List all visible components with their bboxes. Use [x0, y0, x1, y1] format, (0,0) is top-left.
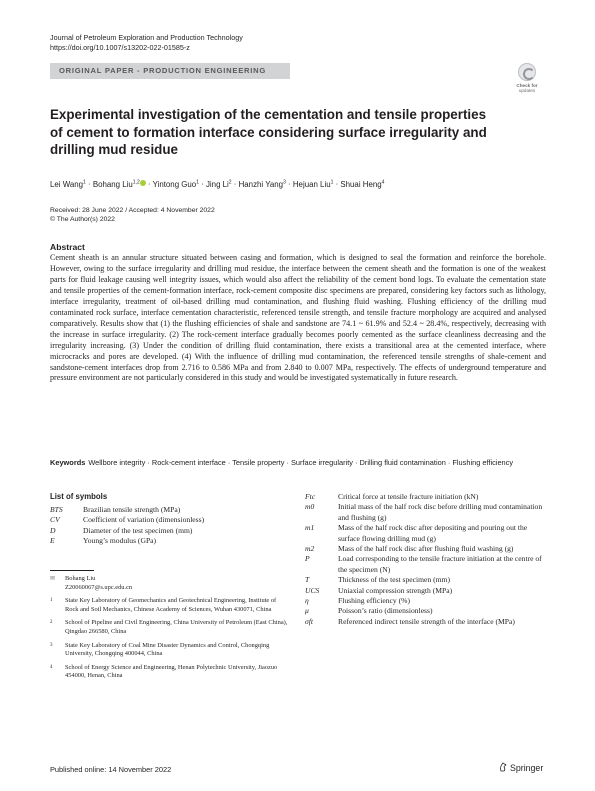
affiliation: 2 School of Pipeline and Civil Engineering, China University of Petroleum (East China), Qingdao 266580, China — [50, 619, 288, 635]
correspondence-email[interactable]: Z20060067@s.upc.edu.cn — [65, 583, 133, 591]
footnote-rule — [50, 570, 94, 571]
author[interactable]: Yintong Guo$^1$ — [152, 179, 199, 189]
article-dates — [50, 206, 215, 224]
correspondence — [50, 575, 290, 592]
journal-name: Journal of Petroleum Exploration and Production Technology — [50, 33, 243, 42]
article-type-label: ORIGINAL PAPER - PRODUCTION ENGINEERING — [59, 66, 267, 75]
doi-link[interactable]: https://doi.org/10.1007/s13202-022-01585-z — [50, 43, 190, 52]
symbol-row: m1 Mass of the half rock disc after depositing and pouring out the surface flowing drilling mud (g) — [305, 523, 528, 543]
symbol-row: η Flushing efficiency (%) — [305, 596, 410, 606]
author[interactable]: Bohang Liu$^{1,2}$ — [93, 180, 146, 189]
check-for-updates-badge[interactable] — [512, 63, 542, 95]
symbol-row: Ftc Critical force at tensile fracture initiation (kN) — [305, 492, 479, 501]
author[interactable]: Hejuan Liu$^1$ — [292, 179, 334, 189]
article-type-banner — [50, 63, 290, 79]
paper-title: Experimental investigation of the cementation and tensile properties of cement to formation interface considering surface irregularity and drilling mud residue — [50, 107, 487, 157]
orcid-icon[interactable] — [140, 180, 146, 186]
author[interactable]: Lei Wang$^1$ — [50, 179, 86, 189]
check-for-label: Check for — [516, 83, 538, 88]
affiliation: 1 State Key Laboratory of Geomechanics and Geotechnical Engineering, Institute of Rock and Soil Mechanics, Chinese Academy of Sciences, Wuhan 430071, China — [50, 597, 277, 613]
affiliation: 3 State Key Laboratory of Coal Mine Disaster Dynamics and Control, Chongqing University, Chongqing 400044, China — [50, 641, 270, 658]
keywords-text: Wellbore integrity · Rock-cement interface · Tensile property · Surface irregularity · Drilling fluid contamination · Flushing efficiency — [88, 458, 514, 467]
symbols-list-left — [50, 505, 295, 547]
symbol-row: BTS Brazilian tensile strength (MPa) — [50, 505, 181, 514]
symbols-list-right — [305, 492, 550, 627]
author[interactable]: Hanzhi Yang$^3$ — [238, 179, 286, 189]
abstract-text: Cement sheath is an annular structure situated between casing and formation, which is designed to seal the formation and reinforce the borehole. However, owing to the surface irregularity and drilling mud residue, the interface between the cement sheath and the formation is one of the weakest parts for fluid leakage causing well integrity issues, which would also affect the reliability of the cement bond logs. To evaluate the cementation state and tensile properties of the cement-formation interface, rock-cement composite disc specimens are prepared, considering key factors such as lithology, interface irregularity, treatment of oil-based drilling mud contamination, and flushing fluid washing. Flushing efficiency of the drilling mud contaminated rock surface, interface cementation characteristic, referenced tensile strength, and tensile fracture morphology are acquired and analysed comparatively. Results show that (1) the flushing efficiencies of shale and sandstone are 74.1 ~ 61.9% and 52.4 ~ 28.4%, respectively, decreasing with the increase in surface irregularity. (2) The rock-cement interface gradually becomes poorly cemented as the surface cleanliness decreasing and the irregularity increasing. (3) Under the condition of drilling fluid contamination, there exists a transitional area at the cemented interface, where microcracks and pores are developed. (4) With the influence of drilling mud contamination, the referenced tensile strengths of shale-cement and sandstone-cement interfaces drop from 2.716 to 0.586 MPa and from 2.840 to 0.007 MPa, respectively. The effects of underground temperature and pressure environment are not particularly considered in this study and would be investigated systematically in future research. — [50, 253, 546, 383]
symbol-row: σft Referenced indirect tensile strength of the interface (MPa) — [305, 616, 515, 626]
symbols-heading: List of symbols — [50, 492, 108, 501]
affiliation: 4 School of Energy Science and Engineering, Henan Polytechnic University, Jiaozuo 454000, Henan, China — [50, 663, 278, 680]
copyright: © The Author(s) 2022 — [50, 216, 115, 223]
received-accepted: Received: 28 June 2022 / Accepted: 4 November 2022 — [50, 207, 215, 214]
keywords — [50, 458, 520, 468]
springer-horse-icon — [499, 762, 507, 772]
symbol-row: D Diameter of the test specimen (mm) — [50, 525, 193, 535]
symbol-row: T Thickness of the test specimen (mm) — [305, 575, 450, 585]
symbol-row: E Young’s modulus (GPa) — [50, 536, 157, 546]
publisher-name: Springer — [510, 763, 544, 773]
journal-header — [50, 33, 243, 53]
footnotes — [50, 575, 290, 686]
symbol-row: μ Poisson’s ratio (dimensionless) — [305, 606, 433, 616]
author[interactable]: Shuai Heng$^4$ — [340, 179, 385, 189]
symbol-row: UCS Uniaxial compression strength (MPa) — [305, 585, 453, 595]
publisher-logo — [499, 762, 543, 773]
keywords-label: Keywords — [50, 458, 86, 467]
updates-label: updates — [518, 88, 536, 93]
symbol-row: P Load corresponding to the tensile fracture initiation at the centre of the specimen (N) — [305, 554, 542, 574]
author-list: Lei Wang$^1$ · Bohang Liu$^{1,2}$ · Yintong Guo$^1$ · Jing $Li^2$ · Hanzhi Yang$^3$ · Hejuan Liu$^1$ · Shuai Heng$^4$ — [50, 179, 385, 189]
abstract-heading: Abstract — [50, 242, 85, 252]
author[interactable]: Jing Li$^2$ — [205, 179, 232, 189]
correspondence-name: Bohang Liu — [65, 575, 96, 582]
update-icon — [518, 63, 536, 81]
published-online: Published online: 14 November 2022 — [50, 765, 172, 774]
symbol-row: m0 Initial mass of the half rock disc before drilling mud contamination and flushing (g) — [305, 502, 543, 522]
envelope-icon: ✉ — [50, 576, 56, 582]
symbol-row: CV Coefficient of variation (dimensionless) — [50, 515, 205, 525]
symbol-row: m2 Mass of the half rock disc after flushing fluid washing (g) — [305, 544, 514, 554]
